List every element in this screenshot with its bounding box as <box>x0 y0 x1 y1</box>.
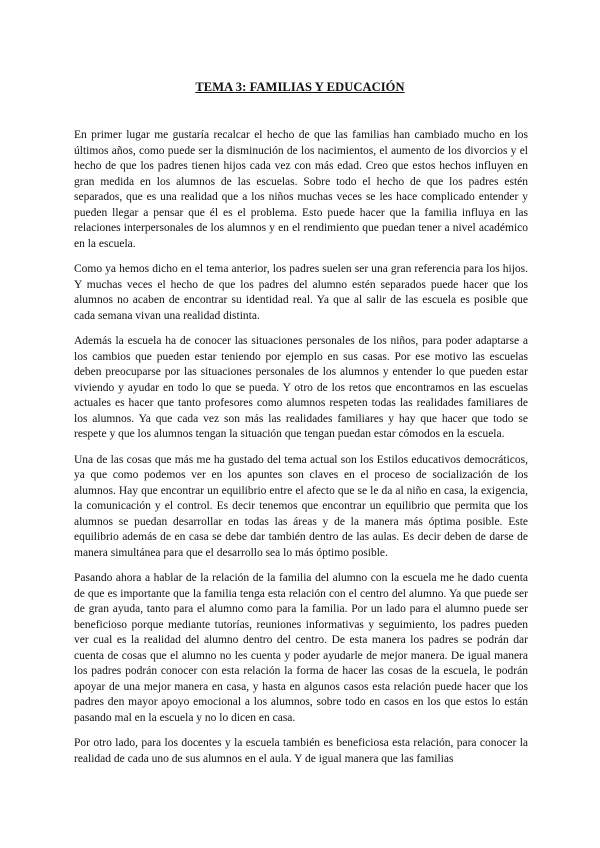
paragraph-3: Además la escuela ha de conocer las situaciones personales de los niños, para poder adaptarse a los cambios que pueden estar teniendo por ejemplo en sus casas. Por ese motivo las escuelas deben preocuparse por las situaciones personales de los alumnos y entender lo que pueden estar viviendo y ayudar en todo lo que se pueda. Y otro de los retos que encontramos en las escuelas actuales es hacer que tanto profesores como alumnos respeten todas las realidades familiares de los alumnos. Ya que cada vez son más las realidades familiares y hay que hacer que todo se respete y que los alumnos tengan la situación que tengan puedan estar cómodos en la escuela. <box>74 335 528 440</box>
paragraph-4: Una de las cosas que más me ha gustado del tema actual son los Estilos educativos democráticos, ya que como podemos ver en los apuntes son claves en el proceso de socialización de los alumnos. Hay que encontrar un equilibrio entre el afecto que se le da al niño en casa, la exigencia, la comunicación y el control. Es decir tenemos que encontrar un equilibrio que permita que los alumnos se puedan desarrollar en todas las áreas y de la manera más óptima posible. Este equilibrio además de en casa se debe dar también dentro de las aulas. Es decir deben de darse de manera simultánea para que el desarrollo sea lo más óptimo posible. <box>74 453 528 559</box>
paragraph-5: Pasando ahora a hablar de la relación de la familia del alumno con la escuela me he dado cuenta de que es importante que la familia tenga esta relación con el centro del alumno. Ya que puede ser de gran ayuda, tanto para el alumno como para la familia. Por un lado para el alumno puede ser beneficioso porque mediante tutorías, reuniones informativas y seguimiento, los padres pueden ver cual es la realidad del alumno dentro del centro. De esta manera los padres se podrán dar cuenta de cosas que el alumno no les cuenta y poder ayudarle de mejor manera. De igual manera los padres podrán conocer con esta relación la forma de hacer las cosas de la escuela, le podrán apoyar de una mejor manera en casa, y hasta en algunos casos esta relación puede hacer que los padres den mayor apoyo emocional a los alumnos, sobre todo en casos en los que estos lo están pasando mal en la escuela y no lo dicen en casa. <box>74 572 528 724</box>
paragraph-2: Como ya hemos dicho en el tema anterior, los padres suelen ser una gran referencia para los hijos. Y muchas veces el hecho de que los padres del alumno estén separados puede hacer que los alumnos no acaben de encontrar su identidad real. Ya que al salir de las escuela es posible que cada semana vivan una realidad distinta. <box>74 263 528 322</box>
document-title: TEMA 3: FAMILIAS Y EDUCACIÓN <box>195 80 405 94</box>
document-body <box>74 128 528 777</box>
paragraph-6: Por otro lado, para los docentes y la escuela también es beneficiosa esta relación, para conocer la realidad de cada uno de sus alumnos en el aula. Y de igual manera que las familias <box>74 737 528 765</box>
paragraph-1: En primer lugar me gustaría recalcar el hecho de que las familias han cambiado mucho en los últimos años, como puede ser la disminución de los nacimientos, el aumento de los divorcios y el hecho de que los padres tienen hijos cada vez con más edad. Creo que estos hechos influyen en gran medida en los alumnos de las escuelas. Sobre todo el hecho de que los padres estén separados, que es una realidad que a los niños muchas veces se les hace complicado entender y pueden llegar a pensar que él es el problema. Esto puede hacer que la familia influya en las relaciones interpersonales de los alumnos y en el rendimiento que puedan tener a nivel académico en la escuela. <box>74 129 528 250</box>
